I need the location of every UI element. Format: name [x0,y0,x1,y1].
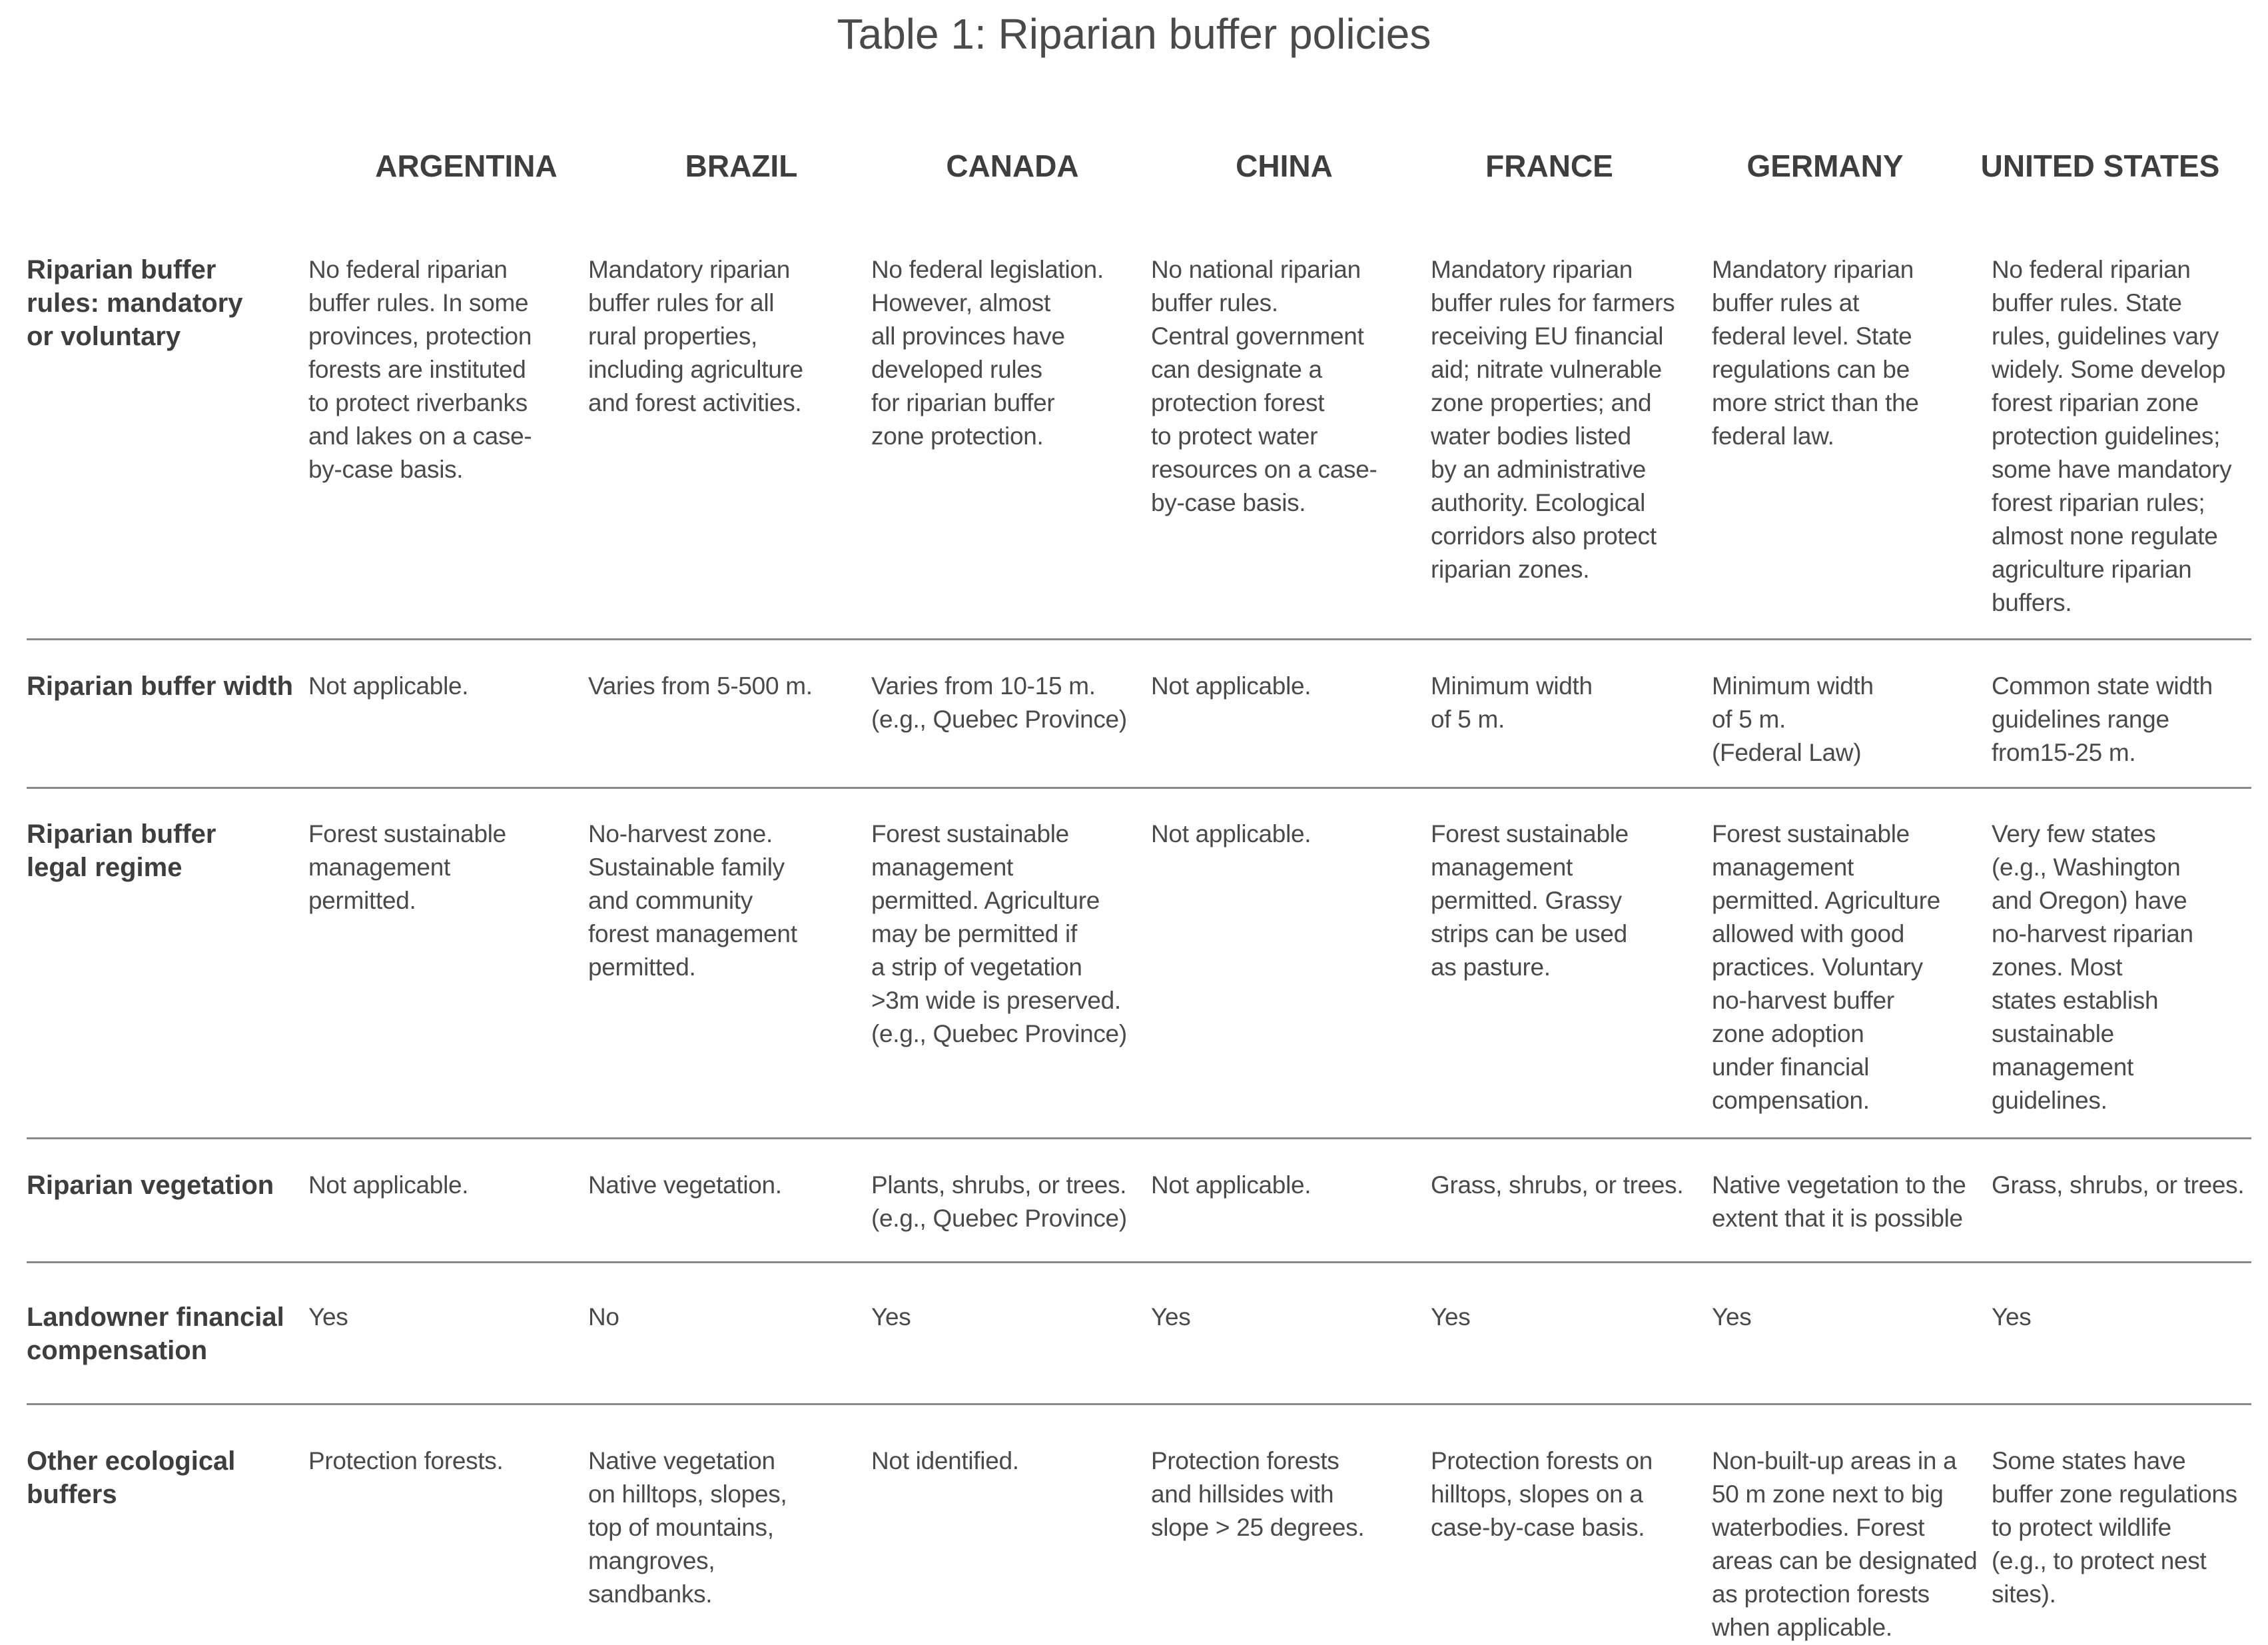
table-cell: Protection forests. [308,1447,504,1474]
table-cell: Plants, shrubs, or trees. (e.g., Quebec Province) [871,1171,1127,1232]
row-header: Riparian buffer rules: mandatory or voluntary [27,255,243,351]
table-cell: Minimum width of 5 m. [1431,672,1593,733]
row-divider [27,787,2251,789]
table-cell: Grass, shrubs, or trees. [1992,1171,2245,1199]
table-cell: Mandatory riparian buffer rules at federal level. State regulations can be more strict than the federal law. [1712,256,1919,450]
table-cell: No [588,1303,619,1331]
row-divider [27,1137,2251,1139]
column-header-brazil: BRAZIL [685,149,798,183]
table-cell: Forest sustainable management permitted. Agriculture may be permitted if a strip of vegetation >3m wide is preserved. (e.g., Quebec Province) [871,820,1127,1047]
table-cell: Native vegetation. [588,1171,782,1199]
table-cell: Forest sustainable management permitted. [308,820,506,914]
table-cell: No-harvest zone. Sustainable family and community forest management permitted. [588,820,797,981]
table-cell: No federal legislation. However, almost all provinces have developed rules for riparian buffer zone protection. [871,256,1104,450]
table-cell: Yes [1151,1303,1191,1331]
table-cell: Not identified. [871,1447,1019,1474]
table-cell: Protection forests and hillsides with slope > 25 degrees. [1151,1447,1365,1541]
row-divider [27,1261,2251,1263]
table-cell: Grass, shrubs, or trees. [1431,1171,1684,1199]
row-header: Riparian buffer width [27,672,293,701]
row-header: Landowner financial compensation [27,1303,284,1365]
table-cell: Yes [1431,1303,1471,1331]
row-header: Other ecological buffers [27,1446,236,1509]
table-cell: Native vegetation on hilltops, slopes, top of mountains, mangroves, sandbanks. [588,1447,787,1608]
column-header-france: FRANCE [1485,149,1613,183]
row-divider [27,638,2251,640]
table-cell: No federal riparian buffer rules. In some provinces, protection forests are instituted to protect riverbanks and lakes on a case- by-case basis. [308,256,532,483]
row-header: Riparian vegetation [27,1171,274,1200]
table-cell: No federal riparian buffer rules. State rules, guidelines vary widely. Some develop forest riparian zone protection guidelines; some have mandatory forest riparian rules; almost none regulate agriculture riparian buffers. [1992,256,2232,616]
table-cell: Very few states (e.g., Washington and Oregon) have no-harvest riparian zones. Most states establish sustainable management guidelines. [1992,820,2193,1114]
column-header-united-states: UNITED STATES [1980,149,2220,183]
table-cell: Protection forests on hilltops, slopes on a case-by-case basis. [1431,1447,1653,1541]
table-cell: Not applicable. [1151,672,1312,700]
table-cell: Not applicable. [1151,1171,1312,1199]
table-cell: Yes [871,1303,911,1331]
table-cell: Minimum width of 5 m. (Federal Law) [1712,672,1874,766]
table-cell: Varies from 10-15 m. (e.g., Quebec Province) [871,672,1127,733]
row-divider [27,1403,2251,1405]
table-cell: No national riparian buffer rules. Central government can designate a protection forest to protect water resources on a case- by-case basis. [1151,256,1377,516]
row-header: Riparian buffer legal regime [27,820,216,882]
table-cell: Yes [308,1303,348,1331]
page-title: Table 1: Riparian buffer policies [837,10,1431,58]
column-header-argentina: ARGENTINA [375,149,558,183]
column-header-germany: GERMANY [1746,149,1904,183]
table-cell: Common state width guidelines range from15-25 m. [1992,672,2213,766]
table-cell: Yes [1992,1303,2032,1331]
table-cell: Native vegetation to the extent that it is possible [1712,1171,1966,1232]
table-cell: Not applicable. [308,1171,469,1199]
table-cell: Not applicable. [1151,820,1312,847]
table-cell: Yes [1712,1303,1752,1331]
table-cell: Forest sustainable management permitted. Grassy strips can be used as pasture. [1431,820,1629,981]
table-cell: Varies from 5-500 m. [588,672,813,700]
table-cell: Not applicable. [308,672,469,700]
table-cell: Mandatory riparian buffer rules for all rural properties, including agriculture and forest activities. [588,256,803,416]
column-header-china: CHINA [1236,149,1333,183]
table-cell: Non-built-up areas in a 50 m zone next to big waterbodies. Forest areas can be designated as protection forests when applicable. [1712,1447,1978,1641]
table-cell: Some states have buffer zone regulations to protect wildlife (e.g., to protect nest sites). [1992,1447,2237,1608]
table-cell: Mandatory riparian buffer rules for farmers receiving EU financial aid; nitrate vulnerable zone properties; and water bodies listed by an administrative authority. Ecological corridors also protect riparian zones. [1431,256,1675,583]
table-cell: Forest sustainable management permitted. Agriculture allowed with good practices. Voluntary no-harvest buffer zone adoption under financial compensation. [1712,820,1941,1114]
column-header-canada: CANADA [946,149,1079,183]
